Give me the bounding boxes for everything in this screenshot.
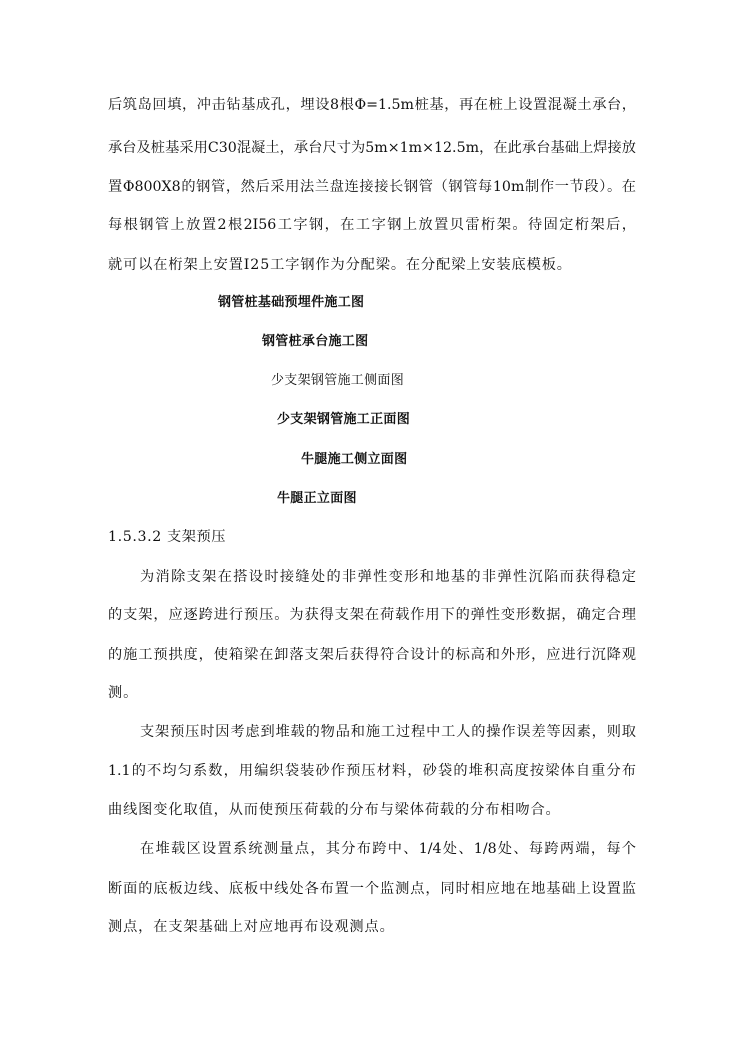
paragraph-1-line-4: 每根钢管上放置2根2I56工字钢，在工字钢上放置贝雷桁架。待固定桁架后， xyxy=(108,217,636,233)
figure-caption-4: 少支架钢管施工正面图 xyxy=(277,412,411,427)
paragraph-2-line-3: 的施工预拱度，使箱梁在卸落支架后获得符合设计的标高和外形，应进行沉降观 xyxy=(108,647,636,663)
paragraph-4-line-3: 测点，在支架基础上对应地再布设观测点。 xyxy=(108,919,395,935)
paragraph-2-line-1: 为消除支架在搭设时接缝处的非弹性变形和地基的非弹性沉陷而获得稳定 xyxy=(140,569,636,585)
paragraph-4-line-2: 断面的底板边线、底板中线处各布置一个监测点，同时相应地在地基础上设置监 xyxy=(108,881,636,897)
paragraph-2-line-2: 的支架，应逐跨进行预压。为获得支架在荷载作用下的弹性变形数据，确定合理 xyxy=(108,607,636,623)
paragraph-2-line-4: 测。 xyxy=(108,685,139,701)
figure-caption-1: 钢管桩基础预埋件施工图 xyxy=(218,295,365,310)
paragraph-1-line-5: 就可以在桁架上安置I25工字钢作为分配梁。在分配梁上安装底模板。 xyxy=(108,257,572,273)
paragraph-1-line-2: 承台及桩基采用C30混凝土，承台尺寸为5m×1m×12.5m，在此承台基础上焊接放 xyxy=(108,140,636,156)
paragraph-4-line-1: 在堆载区设置系统测量点，其分布跨中、1/4处、1/8处、每跨两端，每个 xyxy=(140,841,636,857)
paragraph-1-line-1: 后筑岛回填，冲击钻基成孔，埋设8根Φ=1.5m桩基，再在桩上设置混凝土承台， xyxy=(108,97,636,113)
figure-caption-6: 牛腿正立面图 xyxy=(277,491,357,506)
figure-caption-2: 钢管桩承台施工图 xyxy=(262,334,369,349)
paragraph-3-line-3: 曲线图变化取值，从而使预压荷载的分布与梁体荷载的分布相吻合。 xyxy=(108,802,561,818)
figure-caption-3: 少支架钢管施工侧面图 xyxy=(271,373,405,388)
paragraph-3-line-1: 支架预压时因考虑到堆载的物品和施工过程中工人的操作误差等因素，则取 xyxy=(140,724,636,740)
figure-caption-5: 牛腿施工侧立面图 xyxy=(301,452,408,467)
section-heading: 1.5.3.2 支架预压 xyxy=(108,529,227,545)
paragraph-3-line-2: 1.1的不均匀系数，用编织袋装砂作预压材料，砂袋的堆积高度按梁体自重分布 xyxy=(108,763,636,779)
paragraph-1-line-3: 置Φ800X8的钢管，然后采用法兰盘连接接长钢管（钢管每10m制作一节段）。在 xyxy=(108,179,636,195)
